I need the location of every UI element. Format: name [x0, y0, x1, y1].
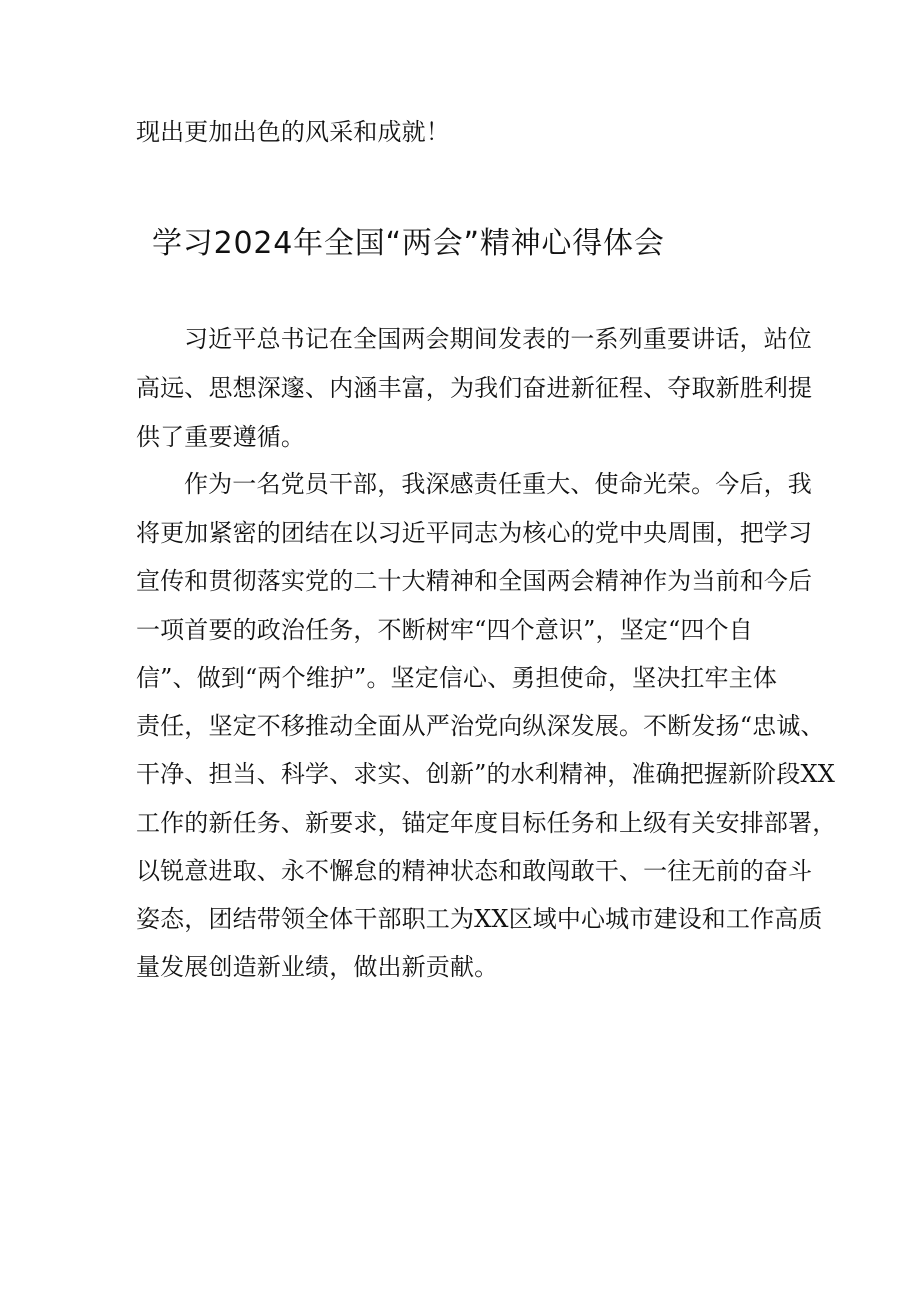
paragraph-line: 信”、做到“两个维护”。坚定信心、勇担使命，坚决扛牢主体 [136, 664, 778, 692]
paragraph-line: 作为一名党员干部，我深感责任重大、使命光荣。今后，我 [184, 470, 812, 498]
paragraph-line: 量发展创造新业绩，做出新贡献。 [136, 953, 499, 981]
document-title: 学习2024年全国“两会”精神心得体会 [152, 226, 665, 261]
paragraph-line: 以锐意进取、永不懈怠的精神状态和敢闯敢干、一往无前的奋斗 [136, 857, 813, 885]
paragraph-line: 责任，坚定不移推动全面从严治党向纵深发展。不断发扬“忠诚、 [136, 712, 825, 740]
paragraph-line: 高远、思想深邃、内涵丰富，为我们奋进新征程、夺取新胜利提 [136, 374, 813, 402]
paragraph-line: 将更加紧密的团结在以习近平同志为核心的党中央周围，把学习 [136, 519, 813, 547]
paragraph-line: 习近平总书记在全国两会期间发表的一系列重要讲话，站位 [184, 325, 812, 353]
paragraph-line: 工作的新任务、新要求，锚定年度目标任务和上级有关安排部署， [136, 809, 837, 837]
paragraph-line: 供了重要遵循。 [136, 423, 306, 451]
paragraph-line: 姿态，团结带领全体干部职工为XX区域中心城市建设和工作高质 [136, 905, 823, 933]
paragraph-line: 干净、担当、科学、求实、创新”的水利精神，准确把握新阶段XX [136, 760, 835, 788]
paragraph-line: 一项首要的政治任务，不断树牢“四个意识”，坚定“四个自 [136, 616, 753, 644]
paragraph-line: 宣传和贯彻落实党的二十大精神和全国两会精神作为当前和今后 [136, 567, 813, 595]
carryover-line: 现出更加出色的风采和成就！ [136, 118, 450, 146]
